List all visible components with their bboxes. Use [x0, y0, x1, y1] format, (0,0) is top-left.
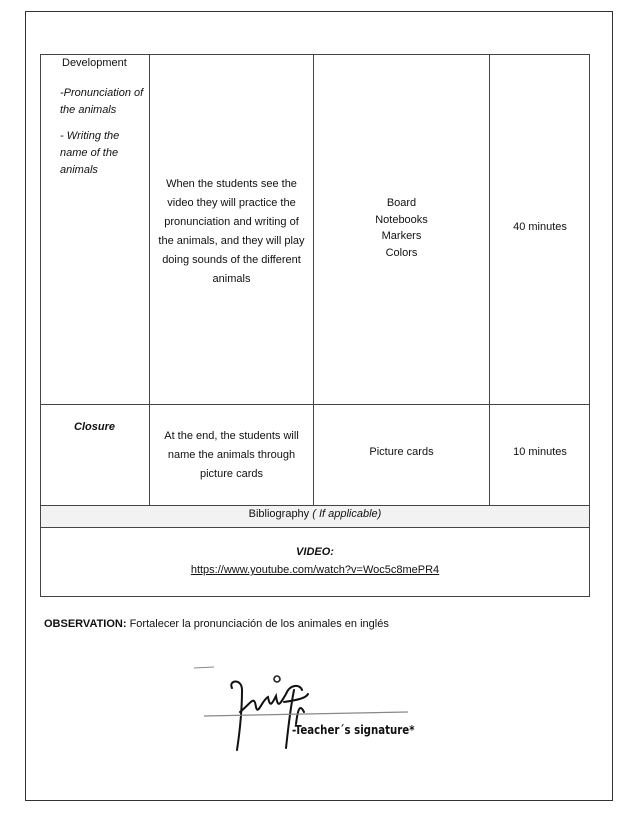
stage-sub-item: -Pronunciation of the animals [60, 87, 144, 116]
bibliography-label: Bibliography [248, 508, 310, 520]
bibliography-header [40, 508, 590, 520]
column-divider [313, 54, 314, 505]
activity-line: animals [212, 273, 251, 285]
resource-item: Colors [385, 246, 418, 259]
activity-line: pronunciation and writing of [164, 216, 299, 228]
resources-cell [314, 195, 489, 261]
activity-line: picture cards [200, 468, 263, 480]
teacher-signature-image [190, 660, 430, 760]
row-divider [40, 505, 590, 506]
row-divider [40, 527, 590, 528]
resource-item: Board [386, 197, 417, 209]
activity-line: At the end, the students will [164, 430, 299, 442]
activity-line: the animals, and they will play [158, 235, 305, 247]
time-cell: 10 minutes [513, 446, 567, 458]
bibliography-note: ( If applicable) [312, 508, 382, 520]
activity-cell [150, 427, 313, 484]
observation [44, 618, 389, 630]
activity-line: name the animals through [167, 449, 296, 461]
time-cell: 40 minutes [513, 221, 567, 233]
resource-item: Markers [381, 230, 422, 242]
resource-item: Notebooks [375, 213, 428, 226]
stage-sub-item: - Writing the name of the animals [60, 130, 120, 176]
signature-scribble [190, 660, 430, 760]
observation-text: Fortalecer la pronunciación de los animales en inglés [129, 618, 389, 630]
observation-label: OBSERVATION: [44, 618, 127, 630]
activity-line: video they will practice the [167, 197, 296, 209]
row-divider [40, 404, 590, 405]
video-label: VIDEO: [296, 546, 334, 558]
stage-title: Development [62, 57, 127, 69]
stage-cell-development [40, 54, 149, 404]
column-divider [489, 54, 490, 505]
activity-line: When the students see the [166, 178, 297, 190]
video-link[interactable]: https://www.youtube.com/watch?v=Woc5c8mePR4 [190, 564, 440, 576]
stage-title-closure: Closure [74, 421, 115, 433]
signature-caption: -Teacher´s signature* [292, 723, 415, 737]
resources-cell: Picture cards [369, 446, 434, 458]
activity-line: doing sounds of the different [162, 254, 301, 266]
activity-cell [150, 175, 313, 289]
